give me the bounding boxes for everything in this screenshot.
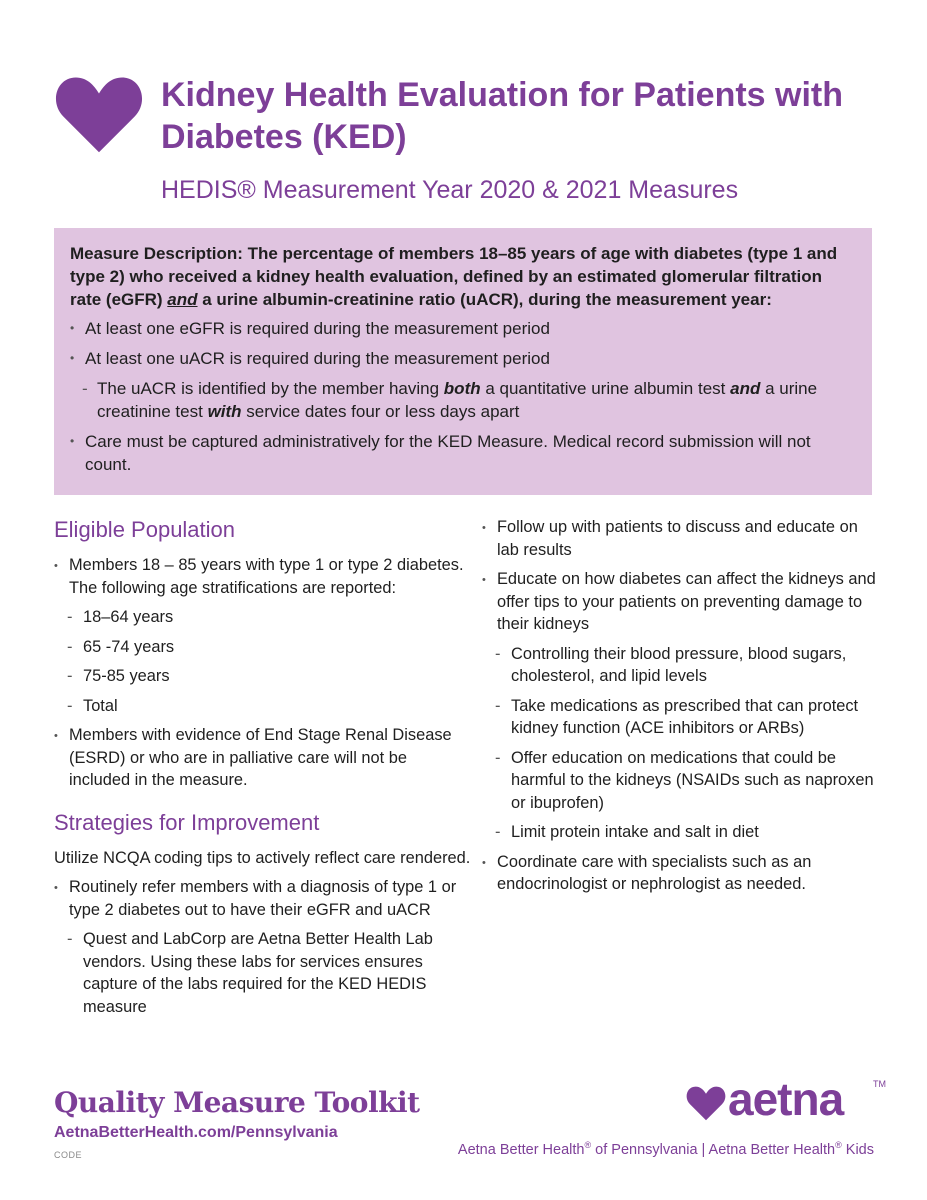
list-sub-item: - Limit protein intake and salt in diet — [495, 823, 759, 841]
left-column — [54, 516, 472, 1025]
list-item: • Members with evidence of End Stage Renal Disease (ESRD) or who are in palliative care will not be included in the measure. — [54, 726, 452, 789]
eligible-population-heading: Eligible Population — [54, 517, 236, 542]
list-sub-item: - Offer education on medications that could be harmful to the kidneys (NSAIDs such as naproxen or ibuprofen) — [495, 748, 874, 812]
strategies-heading: Strategies for Improvement — [54, 809, 320, 835]
strategies-list-right — [482, 516, 882, 896]
trademark-symbol: TM — [873, 1079, 886, 1089]
list-sub-item: - Controlling their blood pressure, blood sugars, cholesterol, and lipid levels — [495, 644, 847, 685]
document-code: CODE — [54, 1150, 83, 1160]
list-item: • Coordinate care with specialists such as an endocrinologist or nephrologist as needed. — [482, 852, 812, 893]
list-item: • Follow up with patients to discuss and educate on lab results — [482, 518, 858, 559]
page-title: Kidney Health Evaluation for Patients with Diabetes (KED) — [161, 76, 843, 156]
measure-description-box — [54, 228, 872, 495]
strategies-list-left — [54, 876, 472, 1018]
list-item: • Routinely refer members with a diagnosis of type 1 or type 2 diabetes out to have their eGFR and uACR — [54, 878, 457, 919]
list-sub-item: - Quest and LabCorp are Aetna Better Health Lab vendors. Using these labs for services ensures capture of the labs required for the KED HEDIS measure — [67, 930, 433, 1016]
list-item: • At least one eGFR is required during the measurement period — [70, 319, 550, 338]
measure-description-lead: Measure Description: The percentage of members 18–85 years of age with diabetes (type 1 and type 2) who received a kidney health evaluation, defined by an estimated glomerular filtration rate (eGFR) and a urine albumin-creatinine ratio (uACR), during the measurement year: — [70, 244, 838, 309]
list-sub-item: - Total — [67, 696, 118, 715]
list-item: • Care must be captured administratively for the KED Measure. Medical record submission will not count. — [70, 432, 811, 474]
list-sub-item: - Take medications as prescribed that can protect kidney function (ACE inhibitors or ARBs) — [495, 696, 859, 737]
list-sub-item: - 65 -74 years — [67, 637, 175, 656]
right-column — [482, 516, 882, 903]
aetna-wordmark: aetna — [728, 1073, 844, 1125]
list-item: • Members 18 – 85 years with type 1 or type 2 diabetes. The following age stratifications are reported: — [54, 556, 464, 597]
website-link[interactable]: AetnaBetterHealth.com/Pennsylvania — [54, 1124, 338, 1141]
toolkit-title: Quality Measure Toolkit — [54, 1086, 420, 1119]
eligible-population-list — [54, 554, 472, 792]
page-subtitle: HEDIS® Measurement Year 2020 & 2021 Measures — [161, 176, 739, 204]
aetna-heart-icon — [686, 1085, 726, 1121]
list-sub-item: - 75-85 years — [67, 667, 170, 685]
list-sub-item: - The uACR is identified by the member having both a quantitative urine albumin test and a urine creatinine test with service dates four or less days apart — [82, 379, 818, 421]
aetna-logo — [686, 1073, 886, 1125]
heart-icon — [54, 74, 144, 154]
footer-brand-line: Aetna Better Health® of Pennsylvania | Aetna Better Health® Kids — [457, 1140, 874, 1158]
measure-requirements-list — [70, 317, 854, 476]
list-item: • At least one uACR is required during the measurement period — [70, 349, 550, 368]
list-sub-item: - 18–64 years — [67, 608, 174, 626]
strategies-intro: Utilize NCQA coding tips to actively reflect care rendered. — [54, 848, 471, 867]
list-item: • Educate on how diabetes can affect the kidneys and offer tips to your patients on preventing damage to their kidneys — [482, 570, 876, 633]
